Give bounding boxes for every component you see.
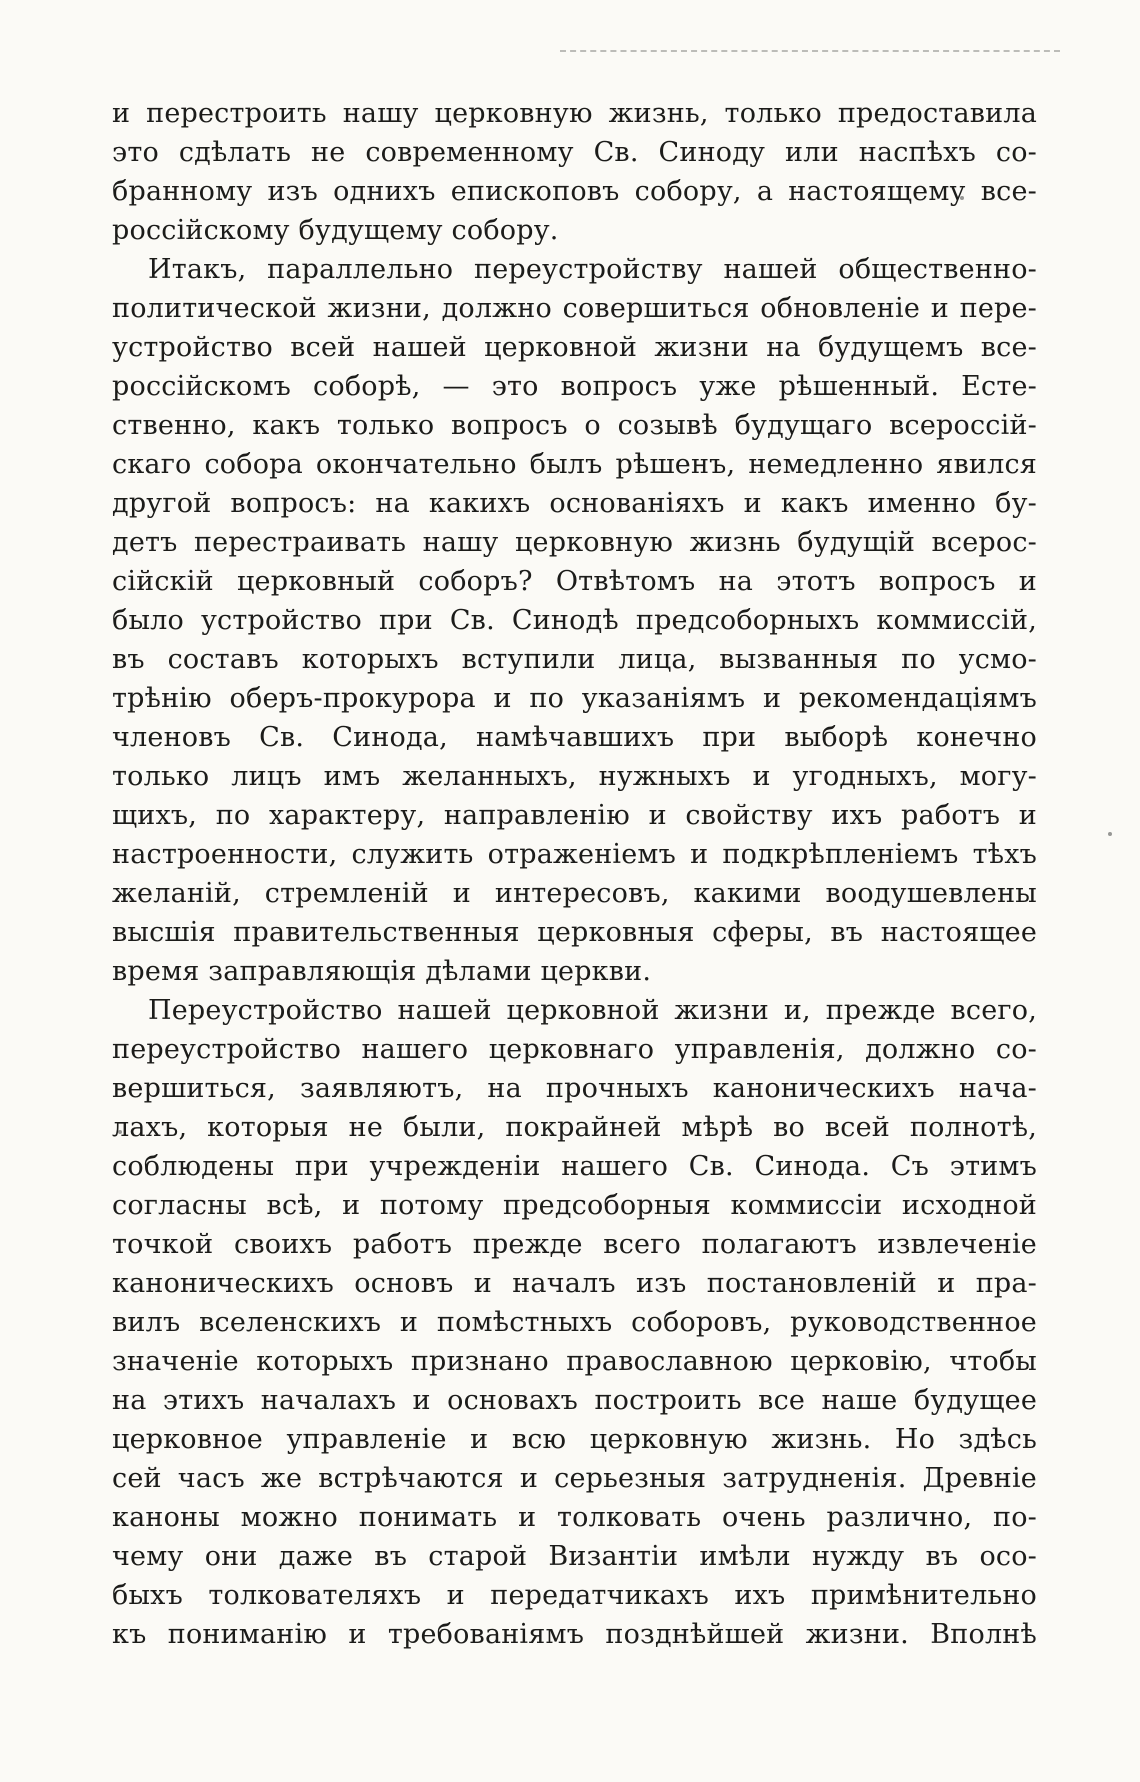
text-line: другой вопросъ: на какихъ основаніяхъ и какъ именно бу- xyxy=(112,488,1037,519)
text-line: къ пониманію и требованіямъ позднѣйшей жизни. Вполнѣ xyxy=(112,1619,1037,1650)
text-line: сійскій церковный соборъ? Отвѣтомъ на этотъ вопросъ и xyxy=(112,566,1037,597)
text-line: было устройство при Св. Синодѣ предсоборныхъ коммиссій, xyxy=(112,605,1037,636)
text-line: настроенности, служить отраженіемъ и подкрѣпленіемъ тѣхъ xyxy=(112,839,1037,870)
text-line: переустройство нашего церковнаго управленія, должно со- xyxy=(112,1034,1037,1065)
text-line: церковное управленіе и всю церковную жизнь. Но здѣсь xyxy=(112,1424,1037,1455)
text-line: согласны всѣ, и потому предсоборныя коммиссіи исходной xyxy=(112,1190,1037,1221)
text-line: щихъ, по характеру, направленію и свойству ихъ работъ и xyxy=(112,800,1037,831)
print-speck xyxy=(1108,832,1112,836)
text-line: скаго собора окончательно былъ рѣшенъ, немедленно явился xyxy=(112,449,1037,480)
text-line: время заправляющія дѣлами церкви. xyxy=(112,956,652,987)
text-line: россійскомъ соборѣ, — это вопросъ уже рѣшенный. Есте- xyxy=(112,371,1037,402)
paragraph-2 xyxy=(112,250,1037,991)
text-line: детъ перестраивать нашу церковную жизнь будущій всерос- xyxy=(112,527,1037,558)
text-line: вилъ вселенскихъ и помѣстныхъ соборовъ, руководственное xyxy=(112,1307,1037,1338)
text-line: Итакъ, параллельно переустройству нашей общественно- xyxy=(148,254,1037,285)
text-line: сей часъ же встрѣчаются и серьезныя затрудненія. Древніе xyxy=(112,1463,1037,1494)
text-line: членовъ Св. Синода, намѣчавшихъ при выборѣ конечно xyxy=(112,722,1037,753)
text-line: только лицъ имъ желанныхъ, нужныхъ и угодныхъ, могу- xyxy=(112,761,1037,792)
text-line: это сдѣлать не современному Св. Синоду или наспѣхъ со- xyxy=(112,137,1037,168)
text-line: лахъ, которыя не были, покрайней мѣрѣ во всей полнотѣ, xyxy=(112,1112,1037,1143)
text-line: устройство всей нашей церковной жизни на будущемъ все- xyxy=(112,332,1037,363)
text-line: въ составъ которыхъ вступили лица, вызванныя по усмо- xyxy=(112,644,1037,675)
text-line: бранному изъ однихъ епископовъ собору, а настоящему все- xyxy=(112,176,1037,207)
text-line: значеніе которыхъ признано православною церковію, чтобы xyxy=(112,1346,1037,1377)
text-line: политической жизни, должно совершиться обновленіе и пере- xyxy=(112,293,1037,324)
text-line: каноны можно понимать и толковать очень различно, по- xyxy=(112,1502,1037,1533)
text-line: чему они даже въ старой Византіи имѣли нужду въ осо- xyxy=(112,1541,1037,1572)
text-line: на этихъ началахъ и основахъ построить все наше будущее xyxy=(112,1385,1037,1416)
text-line: быхъ толкователяхъ и передатчикахъ ихъ примѣнительно xyxy=(112,1580,1037,1611)
text-line: трѣнію оберъ-прокурора и по указаніямъ и рекомендаціямъ xyxy=(112,683,1037,714)
text-line: точкой своихъ работъ прежде всего полагаютъ извлеченіе xyxy=(112,1229,1037,1260)
text-line: и перестроить нашу церковную жизнь, только предоставила xyxy=(112,98,1037,129)
text-line: Переустройство нашей церковной жизни и, прежде всего, xyxy=(148,995,1037,1026)
text-line: высшія правительственныя церковныя сферы, въ настоящее xyxy=(112,917,1037,948)
paragraph-3 xyxy=(112,991,1037,1654)
top-edge-rule xyxy=(560,50,1060,52)
text-line: ственно, какъ только вопросъ о созывѣ будущаго всероссій- xyxy=(112,410,1037,441)
text-line: соблюдены при учрежденіи нашего Св. Синода. Съ этимъ xyxy=(112,1151,1037,1182)
text-line: россійскому будущему собору. xyxy=(112,215,559,246)
page-text xyxy=(112,94,1037,1654)
text-line: каноническихъ основъ и началъ изъ постановленій и пра- xyxy=(112,1268,1037,1299)
text-line: вершиться, заявляютъ, на прочныхъ каноническихъ нача- xyxy=(112,1073,1037,1104)
paragraph-1 xyxy=(112,94,1037,250)
text-line: желаній, стремленій и интересовъ, какими воодушевлены xyxy=(112,878,1037,909)
